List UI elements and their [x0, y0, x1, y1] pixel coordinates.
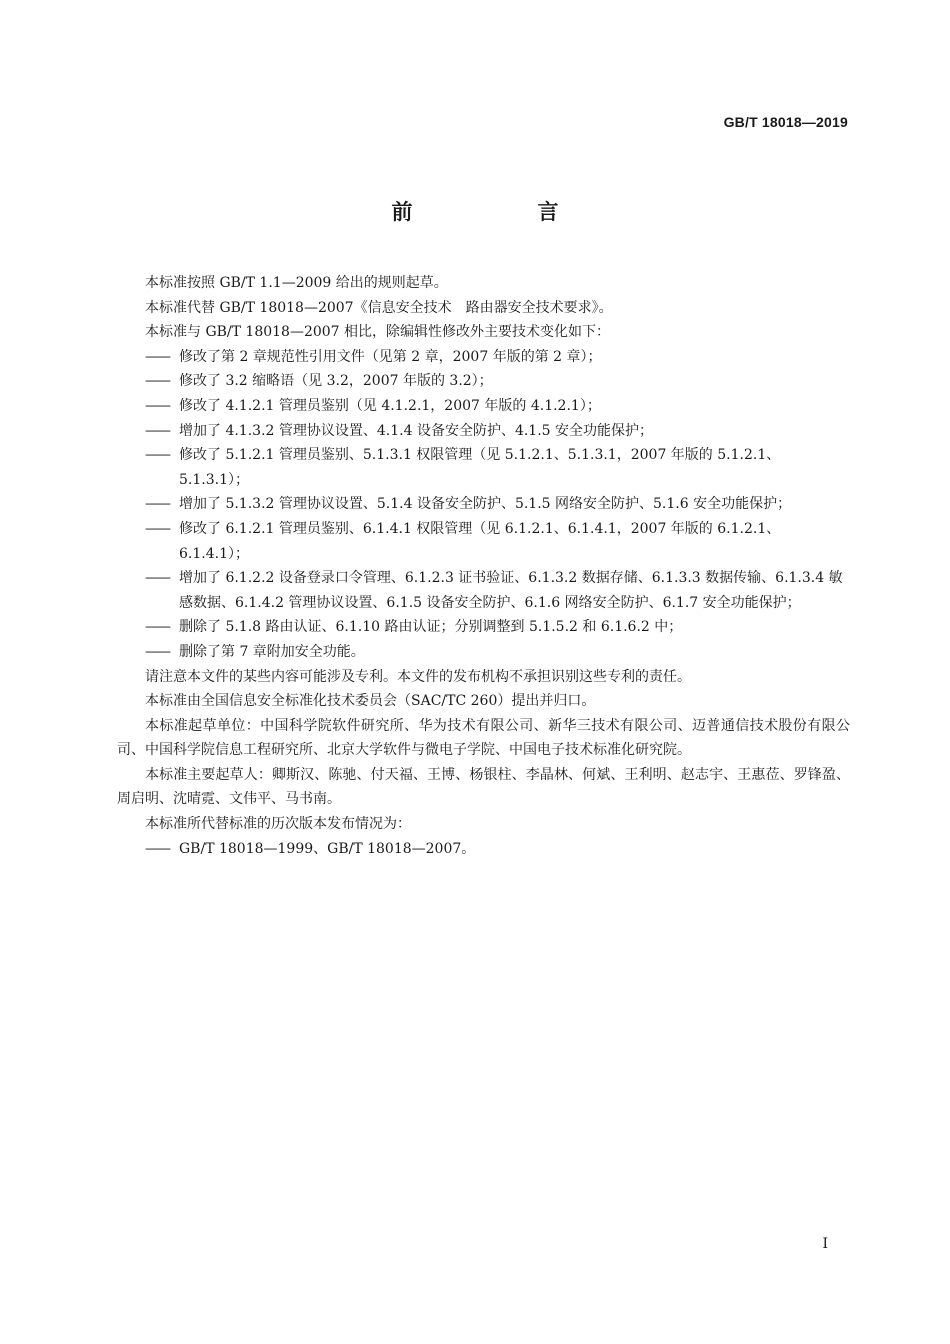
paragraph-proposed-by: 本标准由全国信息安全标准化技术委员会（SAC/TC 260）提出并归口。: [145, 693, 596, 710]
list-item: [117, 566, 850, 615]
change-text: 删除了第 7 章附加安全功能。: [179, 643, 365, 660]
change-text: 修改了 5.1.2.1 管理员鉴别、5.1.3.1 权限管理（见 5.1.2.1、5.1.3.1，2007 年版的 5.1.2.1、5.1.3.1）；: [179, 447, 781, 488]
dash-mark: ——: [145, 840, 169, 857]
list-item: [117, 443, 850, 492]
paragraph-replaces: 本标准代替 GB/T 18018—2007《信息安全技术 路由器安全技术要求》。: [145, 299, 613, 316]
paragraph-drafting-rules: 本标准按照 GB/T 1.1—2009 给出的规则起草。: [145, 275, 448, 291]
list-item: [117, 419, 850, 444]
paragraph-history-intro: 本标准所代替标准的历次版本发布情况为：: [145, 816, 411, 833]
change-text: 增加了 6.1.2.2 设备登录口令管理、6.1.2.3 证书验证、6.1.3.2 数据存储、6.1.3.3 数据传输、6.1.3.4 敏感数据、6.1.4.2 管理协议设置、6.1.5 设备安全防护、6.1.6 网络安全防护、6.1.7 安全功能保护；: [179, 570, 843, 611]
page-title: 前 言: [391, 200, 611, 224]
list-item: [117, 394, 850, 419]
list-item: [117, 640, 850, 665]
change-text: 修改了第 2 章规范性引用文件（见第 2 章，2007 年版的第 2 章）；: [179, 348, 602, 365]
list-item: [117, 615, 850, 640]
list-item: [117, 369, 850, 394]
dash-mark: ——: [145, 496, 169, 513]
dash-mark: ——: [145, 373, 169, 390]
list-item: [117, 837, 850, 862]
change-text: 修改了 3.2 缩略语（见 3.2，2007 年版的 3.2）；: [179, 373, 493, 390]
change-text: 增加了 4.1.3.2 管理协议设置、4.1.4 设备安全防护、4.1.5 安全功能保护；: [179, 422, 654, 439]
dash-mark: ——: [145, 643, 169, 660]
change-text: 增加了 5.1.3.2 管理协议设置、5.1.4 设备安全防护、5.1.5 网络安全防护、5.1.6 安全功能保护；: [179, 496, 792, 513]
dash-mark: ——: [145, 520, 169, 537]
page-number: I: [822, 1236, 828, 1252]
change-text: 修改了 4.1.2.1 管理员鉴别（见 4.1.2.1，2007 年版的 4.1.2.1）；: [179, 397, 601, 414]
change-text: 删除了 5.1.8 路由认证、6.1.10 路由认证；分别调整到 5.1.5.2 和 6.1.6.2 中；: [179, 619, 683, 636]
paragraph-drafters: 本标准主要起草人：卿斯汉、陈驰、付天福、王博、杨银柱、李晶林、何斌、王利明、赵志宇、王惠莅、罗锋盈、周启明、沈晴霓、文伟平、马书南。: [117, 766, 850, 808]
dash-mark: ——: [145, 422, 169, 439]
paragraph-patent-notice: 请注意本文件的某些内容可能涉及专利。本文件的发布机构不承担识别这些专利的责任。: [145, 668, 691, 685]
paragraph-changes-intro: 本标准与 GB/T 18018—2007 相比，除编辑性修改外主要技术变化如下：: [145, 324, 611, 341]
dash-mark: ——: [145, 348, 169, 365]
list-item: [117, 345, 850, 370]
list-item: [117, 492, 850, 517]
dash-mark: ——: [145, 397, 169, 414]
standard-code: GB/T 18018—2019: [723, 114, 848, 130]
history-text: GB/T 18018—1999、GB/T 18018—2007。: [179, 840, 476, 857]
foreword-body: [117, 271, 850, 861]
dash-mark: ——: [145, 570, 169, 587]
dash-mark: ——: [145, 447, 169, 464]
dash-mark: ——: [145, 619, 169, 636]
list-item: [117, 517, 850, 566]
change-text: 修改了 6.1.2.1 管理员鉴别、6.1.4.1 权限管理（见 6.1.2.1、6.1.4.1，2007 年版的 6.1.2.1、6.1.4.1）；: [179, 520, 781, 562]
paragraph-drafting-units: 本标准起草单位：中国科学院软件研究所、华为技术有限公司、新华三技术有限公司、迈普通信技术股份有限公司、中国科学院信息工程研究所、北京大学软件与微电子学院、中国电子技术标准化研究院。: [117, 717, 850, 759]
